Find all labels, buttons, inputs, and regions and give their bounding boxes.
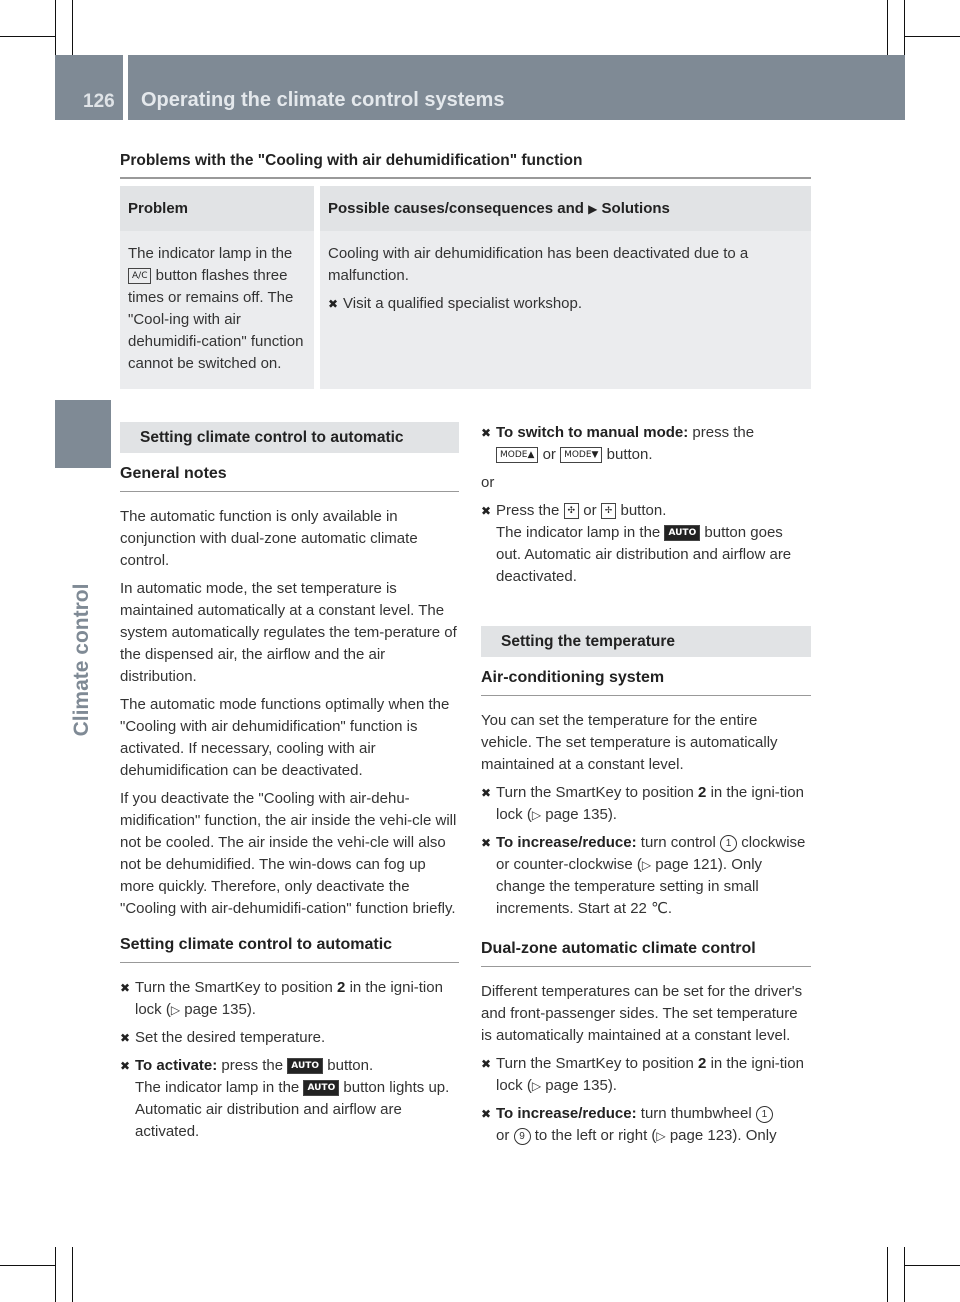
- page-ref-icon: ▷: [656, 1129, 666, 1143]
- step-text: in the igni-tion lock (: [135, 979, 443, 1018]
- step-arrow-icon: ✖: [120, 1059, 131, 1073]
- step-text: page 121). Only change the temperature setting in small increments. Start at 22 ℃.: [496, 856, 763, 917]
- section-band: Setting climate control to automatic: [120, 422, 459, 453]
- paragraph: If you deactivate the "Cooling with air-dehu-midification" function, the air inside the vehi-cle will not be cooled. The air inside the vehi-cle will also not be dehumidified. The win-dows can fog up more quickly. Therefore, only deactivate the "Cooling with air-dehumidifi-cation" function briefly.: [120, 790, 457, 917]
- chapter-label: Climate control: [70, 583, 93, 737]
- col-header-solutions-text: Possible causes/consequences and: [328, 200, 584, 217]
- step-item: [481, 422, 811, 466]
- mode-up-button-icon: MODE▲: [496, 447, 538, 463]
- solution-cell: [320, 231, 811, 389]
- step-label: To increase/reduce:: [496, 834, 637, 851]
- step-text: Press the: [496, 502, 560, 519]
- page-ref-icon: ▷: [531, 808, 542, 822]
- auto-button-icon: AUTO: [664, 525, 700, 541]
- page-ref: page 135).: [545, 806, 617, 823]
- step-arrow-icon: ✖: [481, 1057, 492, 1071]
- problem-text: The indicator lamp in the: [128, 245, 293, 262]
- page-ref-icon: ▷: [641, 858, 652, 872]
- step-text: The indicator lamp in the: [496, 524, 661, 541]
- step-text: Turn the SmartKey to position: [496, 784, 694, 801]
- auto-button-icon: AUTO: [303, 1080, 339, 1096]
- callout-1-icon: 1: [720, 835, 737, 852]
- paragraph: Different temperatures can be set for the driver's and front-passenger sides. The set temperature is automatically maintained at a constant level.: [481, 983, 803, 1044]
- left-column: [120, 422, 459, 1149]
- right-column: [481, 422, 811, 1153]
- step-label: To increase/reduce:: [496, 1105, 637, 1122]
- subhead-general-notes: General notes: [120, 463, 459, 492]
- step-arrow-icon: ✖: [120, 981, 131, 995]
- subhead-setting-auto: Setting climate control to automatic: [120, 934, 459, 963]
- step-arrow-icon: ✖: [481, 504, 492, 518]
- step-arrow-icon: ✖: [120, 1031, 131, 1045]
- or-text: or: [481, 474, 495, 491]
- col-header-solutions: [320, 186, 811, 231]
- crop-mark: [905, 1265, 960, 1266]
- step-text: or: [496, 1127, 510, 1144]
- crop-mark: [887, 0, 888, 55]
- paragraph: In automatic mode, the set temperature is maintained automatically at a constant level. The system automatically regulates the tem-perature of the dispensed air, the airflow and the air distribution.: [120, 580, 457, 685]
- crop-mark: [72, 0, 73, 55]
- step-text: The indicator lamp in the: [135, 1079, 300, 1096]
- step-text: Turn the SmartKey to position: [496, 1055, 694, 1072]
- step-text: page 123). Only: [669, 1127, 777, 1144]
- page-title: Operating the climate control systems: [141, 89, 505, 111]
- step-text: or: [583, 502, 597, 519]
- step-text: turn thumbwheel: [640, 1105, 752, 1122]
- crop-mark: [905, 36, 960, 37]
- step-text: button.: [327, 1057, 374, 1074]
- mode-down-button-icon: MODE▼: [560, 447, 602, 463]
- section-rule: [120, 177, 811, 179]
- position-number: 2: [698, 1055, 707, 1072]
- crop-mark: [0, 36, 55, 37]
- ac-button-icon: A/C: [128, 268, 151, 284]
- step-item: [481, 500, 811, 588]
- auto-button-icon: AUTO: [287, 1058, 323, 1074]
- step-text: Set the desired temperature.: [135, 1029, 326, 1046]
- arrow-icon: ▶: [588, 202, 598, 216]
- step-text: turn control: [640, 834, 716, 851]
- step-item: [481, 1103, 811, 1147]
- step-item: [120, 1055, 459, 1143]
- crop-mark: [72, 1247, 73, 1302]
- page-ref-icon: ▷: [170, 1003, 181, 1017]
- step-text: button goes out. Automatic air distribution and airflow are deactivated.: [496, 524, 792, 585]
- step-arrow-icon: ✖: [481, 836, 492, 850]
- fan-up-button-icon: ✣: [564, 503, 580, 519]
- crop-mark: [55, 0, 56, 55]
- section-band: Setting the temperature: [481, 626, 811, 657]
- step-item: [481, 1053, 811, 1097]
- problem-text: button flashes three times or remains off. The "Cool-ing with air dehumidifi-cation" function cannot be switched on.: [128, 267, 304, 372]
- cause-text: Cooling with air dehumidification has been deactivated due to a malfunction.: [328, 245, 749, 284]
- page-number: 126: [83, 91, 115, 112]
- col-header-solutions-text2: Solutions: [601, 200, 670, 217]
- page-ref: page 135).: [545, 1077, 617, 1094]
- step-item: [481, 782, 811, 826]
- subhead-dual-zone: Dual-zone automatic climate control: [481, 938, 811, 967]
- problems-title: Problems with the "Cooling with air dehumidification" function: [120, 152, 583, 169]
- step-text: button lights up. Automatic air distribution and airflow are activated.: [135, 1079, 450, 1140]
- step-text: in the igni-tion lock (: [496, 784, 804, 823]
- crop-mark: [887, 1247, 888, 1302]
- solution-step: [328, 293, 803, 315]
- crop-mark: [904, 1247, 905, 1302]
- position-number: 2: [337, 979, 346, 996]
- position-number: 2: [698, 784, 707, 801]
- chapter-tab: [55, 400, 111, 468]
- step-text: press the: [221, 1057, 284, 1074]
- paragraph: You can set the temperature for the entire vehicle. The set temperature is automatically maintained at a constant level.: [481, 712, 778, 773]
- crop-mark: [0, 1265, 55, 1266]
- step-item: [120, 977, 459, 1021]
- header-divider: [123, 55, 128, 120]
- problems-table: [120, 186, 811, 389]
- crop-mark: [904, 0, 905, 55]
- fan-down-button-icon: ✢: [601, 503, 617, 519]
- step-text: button.: [620, 502, 667, 519]
- step-arrow-icon: ✖: [481, 1107, 492, 1121]
- paragraph: The automatic function is only available in conjunction with dual-zone automatic climate control.: [120, 508, 418, 569]
- page-ref: page 135).: [184, 1001, 256, 1018]
- step-item: [120, 1027, 459, 1049]
- step-arrow-icon: ✖: [481, 426, 492, 440]
- step-text: press the: [692, 424, 755, 441]
- step-text: to the left or right (: [534, 1127, 657, 1144]
- step-text: in the igni-tion lock (: [496, 1055, 804, 1094]
- step-text: Turn the SmartKey to position: [135, 979, 333, 996]
- step-label: To switch to manual mode:: [496, 424, 689, 441]
- subhead-ac-system: Air-conditioning system: [481, 667, 811, 696]
- step-text: button.: [606, 446, 653, 463]
- solution-text: Visit a qualified specialist workshop.: [343, 295, 583, 312]
- problem-cell: [120, 231, 314, 389]
- step-label: To activate:: [135, 1057, 218, 1074]
- step-text: or: [542, 446, 556, 463]
- step-arrow-icon: ✖: [481, 786, 492, 800]
- col-header-problem: Problem: [120, 186, 314, 231]
- page-ref-icon: ▷: [531, 1079, 542, 1093]
- crop-mark: [55, 1247, 56, 1302]
- step-item: [481, 832, 811, 920]
- callout-1-icon: 1: [756, 1106, 773, 1123]
- step-arrow-icon: ✖: [328, 297, 339, 311]
- step-text: clockwise or counter-clockwise (: [496, 834, 806, 873]
- callout-9-icon: 9: [514, 1128, 531, 1145]
- paragraph: The automatic mode functions optimally when the "Cooling with air dehumidification" function is activated. If necessary, cooling with air dehumidification can be deactivated.: [120, 696, 450, 779]
